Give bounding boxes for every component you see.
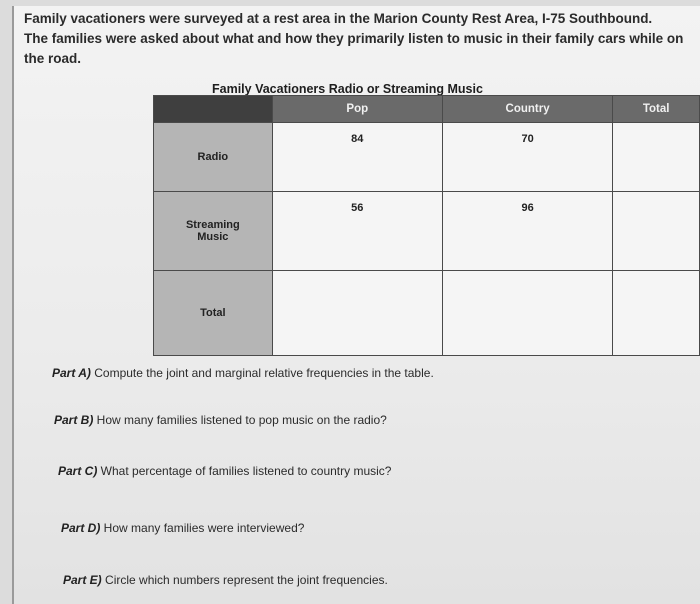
part-b-label: Part B)	[54, 413, 94, 427]
question-part-a	[52, 366, 434, 380]
intro-line-2: The families were asked about what and how they primarily listen to music in their family cars while on	[24, 31, 684, 46]
question-part-d	[61, 521, 304, 535]
cell-grand-total	[613, 271, 700, 356]
cell-streaming-country: 96	[442, 192, 612, 271]
table-row-total	[154, 271, 700, 356]
intro-line-1: Family vacationers were surveyed at a rest area in the Marion County Rest Area, I-75 Southbound.	[24, 11, 653, 26]
question-part-e	[63, 573, 388, 587]
part-c-text: What percentage of families listened to country music?	[97, 464, 392, 478]
cell-total-pop	[272, 271, 442, 356]
part-a-label: Part A)	[52, 366, 91, 380]
cell-streaming-total	[613, 192, 700, 271]
cell-radio-total	[613, 123, 700, 192]
cell-total-country	[442, 271, 612, 356]
two-way-table	[153, 95, 700, 356]
row-label-total: Total	[154, 271, 273, 356]
part-a-text: Compute the joint and marginal relative frequencies in the table.	[90, 366, 434, 380]
part-b-text: How many families listened to pop music on the radio?	[93, 413, 387, 427]
intro-paragraph	[24, 9, 684, 69]
header-total: Total	[613, 96, 700, 123]
header-country: Country	[442, 96, 612, 123]
table-row-streaming	[154, 192, 700, 271]
table-row-radio	[154, 123, 700, 192]
row-label-radio: Radio	[154, 123, 273, 192]
intro-line-3: the road.	[24, 51, 82, 66]
question-part-c	[58, 464, 391, 478]
row-label-streaming-line2: Music	[197, 231, 229, 243]
header-corner	[154, 96, 273, 123]
row-label-streaming	[154, 192, 273, 271]
part-c-label: Part C)	[58, 464, 98, 478]
question-part-b	[54, 413, 387, 427]
table-title: Family Vacationers Radio or Streaming Music	[212, 82, 483, 96]
table-header-row	[154, 96, 700, 123]
cell-radio-pop: 84	[272, 123, 442, 192]
part-d-text: How many families were interviewed?	[100, 521, 305, 535]
header-pop: Pop	[272, 96, 442, 123]
part-e-text: Circle which numbers represent the joint frequencies.	[101, 573, 388, 587]
part-d-label: Part D)	[61, 521, 101, 535]
row-label-streaming-line1: Streaming	[185, 219, 240, 231]
cell-streaming-pop: 56	[272, 192, 442, 271]
cell-radio-country: 70	[442, 123, 612, 192]
part-e-label: Part E)	[63, 573, 102, 587]
